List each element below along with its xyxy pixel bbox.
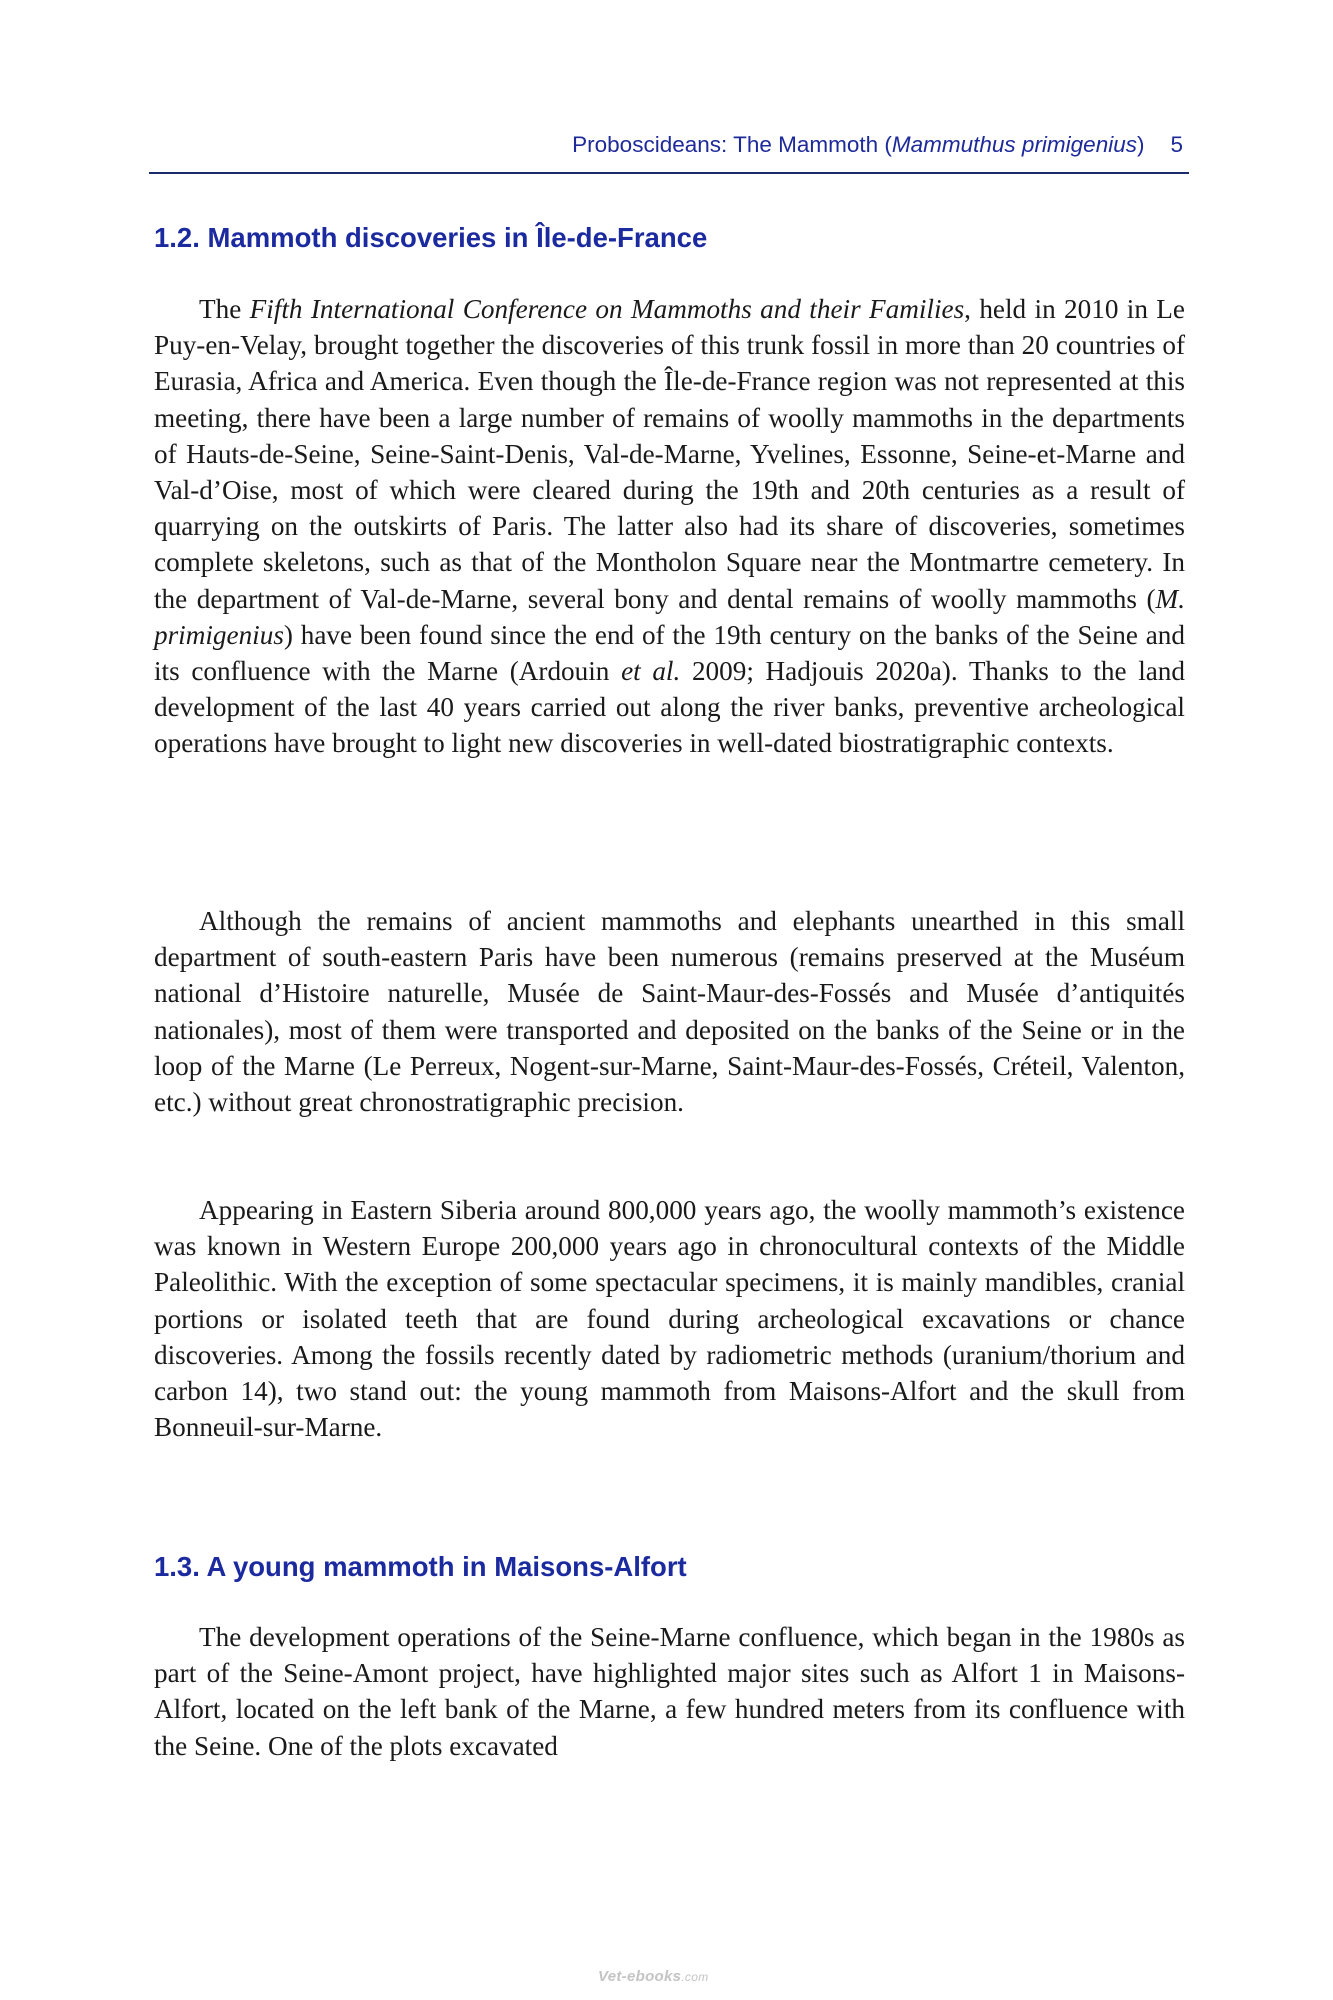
p1-text-g: 2009; Hadjouis 2020a). Thanks to the land development of the last 40 years carried out along the river banks, preventive archeological operations have brought to light new discoveries in well-dated biostratigraphic contexts.: [154, 656, 1185, 759]
running-header-text: [572, 132, 1183, 158]
paragraph-4: The development operations of the Seine-Marne confluence, which began in the 1980s as part of the Seine-Amont project, have highlighted major sites such as Alfort 1 in Maisons-Alfort, located on the left bank of the Marne, a few hundred meters from its confluence with the Seine. One of the plots excavated: [154, 1622, 1185, 1761]
watermark-logo: [598, 1968, 709, 1985]
section-heading-1-2: 1.2. Mammoth discoveries in Île-de-France: [154, 222, 708, 253]
page-number: 5: [1170, 132, 1183, 157]
paragraph-1: [154, 291, 1185, 762]
p1-text-a: The: [199, 294, 250, 324]
header-title-species: Mammuthus primigenius: [891, 132, 1137, 157]
watermark-brand: Vet-ebooks: [598, 1968, 682, 1985]
paragraph-3: Appearing in Eastern Siberia around 800,000 years ago, the woolly mammoth’s existence was known in Western Europe 200,000 years ago in chronocultural contexts of the Middle Paleolithic. With the exception of some spectacular specimens, it is mainly mandibles, cranial portions or isolated teeth that are found during archeological excavations or chance discoveries. Among the fossils recently dated by radiometric methods (uranium/thorium and carbon 14), two stand out: the young mammoth from Maisons-Alfort and the skull from Bonneuil-sur-Marne.: [154, 1195, 1185, 1443]
header-title-suffix: ): [1136, 132, 1145, 157]
header-title-prefix: Proboscideans: The Mammoth (: [572, 132, 892, 157]
p1-text-e: ) have been found since the end of the 19th century on the banks of the Seine and its confluence with the Marne (Ardouin: [154, 619, 1185, 687]
et-al: et al.: [621, 656, 681, 687]
species-name: M. primigenius: [154, 583, 1185, 650]
p1-text-c: , held in 2010 in Le Puy-en-Velay, brought together the discoveries of this trunk fossil in more than 20 countries of Eurasia, Africa and America. Even though the Île-de-France region was not represented at this meeting, there have been a large number of remains of woolly mammoths in the departments of Hauts-de-Seine, Seine-Saint-Denis, Val-de-Marne, Yvelines, Essonne, Seine-et-Marne and Val-d’Oise, most of which were cleared during the 19th and 20th centuries as a result of quarrying on the outskirts of Paris. The latter also had its share of discoveries, sometimes complete skeletons, such as that of the Montholon Square near the Montmartre cemetery. In the department of Val-de-Marne, several bony and dental remains of woolly mammoths (: [154, 294, 1185, 614]
paragraph-2: Although the remains of ancient mammoths and elephants unearthed in this small department of south-eastern Paris have been numerous (remains preserved at the Muséum national d’Histoire naturelle, Musée de Saint-Maur-des-Fossés and Musée d’antiquités nationales), most of them were transported and deposited on the banks of the Seine or in the loop of the Marne (Le Perreux, Nogent-sur-Marne, Saint-Maur-des-Fossés, Créteil, Valenton, etc.) without great chronostratigraphic precision.: [154, 906, 1185, 1118]
watermark-domain: .com: [681, 1970, 709, 1984]
section-heading-1-3: 1.3. A young mammoth in Maisons-Alfort: [154, 1551, 687, 1582]
conference-title: Fifth International Conference on Mammoths and their Families: [249, 294, 965, 324]
running-header: [149, 128, 1189, 174]
